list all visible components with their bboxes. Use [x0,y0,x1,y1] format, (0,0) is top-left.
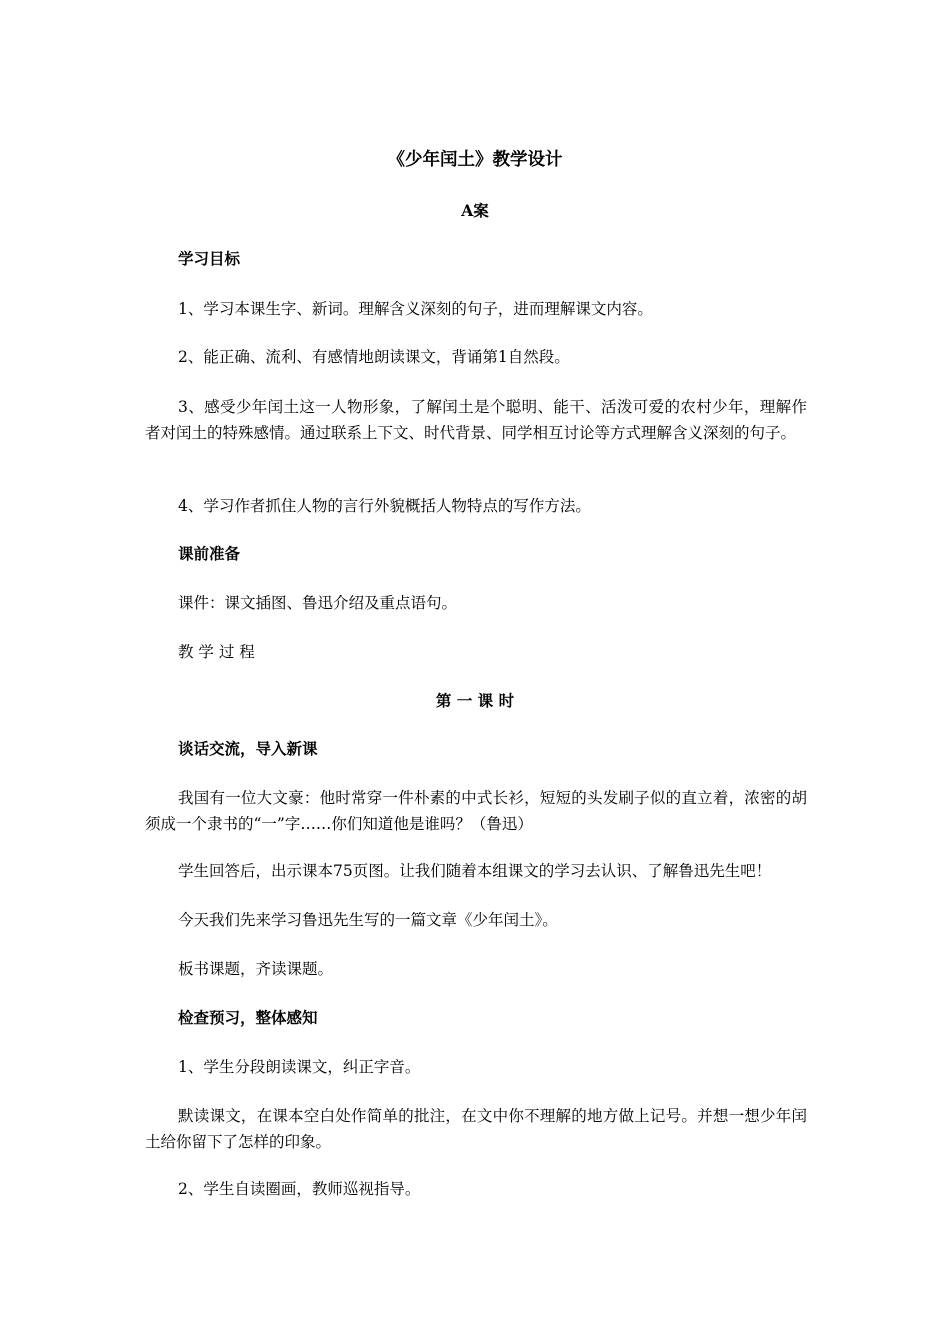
goal-item-3: 3、感受少年闰土这一人物形象，了解闰土是个聪明、能干、活泼可爱的农村少年，理解作者对闰土的特殊感情。通过联系上下文、时代背景、同学相互讨论等方式理解含义深刻的句子。 [145,398,807,442]
document-subtitle: A案 [461,201,489,220]
intro-paragraph-3: 今天我们先来学习鲁迅先生写的一篇文章《少年闰土》。 [178,911,558,929]
check-item-2: 2、学生自读圈画，教师巡视指导。 [178,1180,421,1198]
check-heading: 检查预习，整体感知 [178,1008,318,1027]
goal-item-1: 1、学习本课生字、新词。理解含义深刻的句子，进而理解课文内容。 [178,300,653,318]
lesson-heading: 第 一 课 时 [435,691,515,710]
intro-heading: 谈话交流，导入新课 [178,739,318,758]
check-item-1: 1、学生分段朗读课文，纠正字音。 [178,1058,421,1076]
process-heading: 教 学 过 程 [178,643,255,661]
goal-item-4: 4、学习作者抓住人物的言行外貌概括人物特点的写作方法。 [178,497,591,515]
intro-paragraph-2: 学生回答后，出示课本75页图。让我们随着本组课文的学习去认识、了解鲁迅先生吧！ [178,862,772,880]
intro-paragraph-4: 板书课题，齐读课题。 [178,960,334,978]
prep-heading: 课前准备 [178,544,241,563]
document-title: 《少年闰土》教学设计 [387,150,563,170]
goals-heading: 学习目标 [178,249,241,268]
prep-text: 课件：课文插图、鲁迅介绍及重点语句。 [178,594,458,612]
check-paragraph: 默读课文，在课本空白处作简单的批注，在文中你不理解的地方做上记号。并想一想少年闰土给你留下了怎样的印象。 [145,1107,807,1151]
goal-item-2: 2、能正确、流利、有感情地朗读课文，背诵第1自然段。 [178,348,570,366]
intro-paragraph-1: 我国有一位大文豪：他时常穿一件朴素的中式长衫，短短的头发刷子似的直立着，浓密的胡须成一个隶书的“一”字……你们知道他是谁吗？（鲁迅） [145,789,807,833]
